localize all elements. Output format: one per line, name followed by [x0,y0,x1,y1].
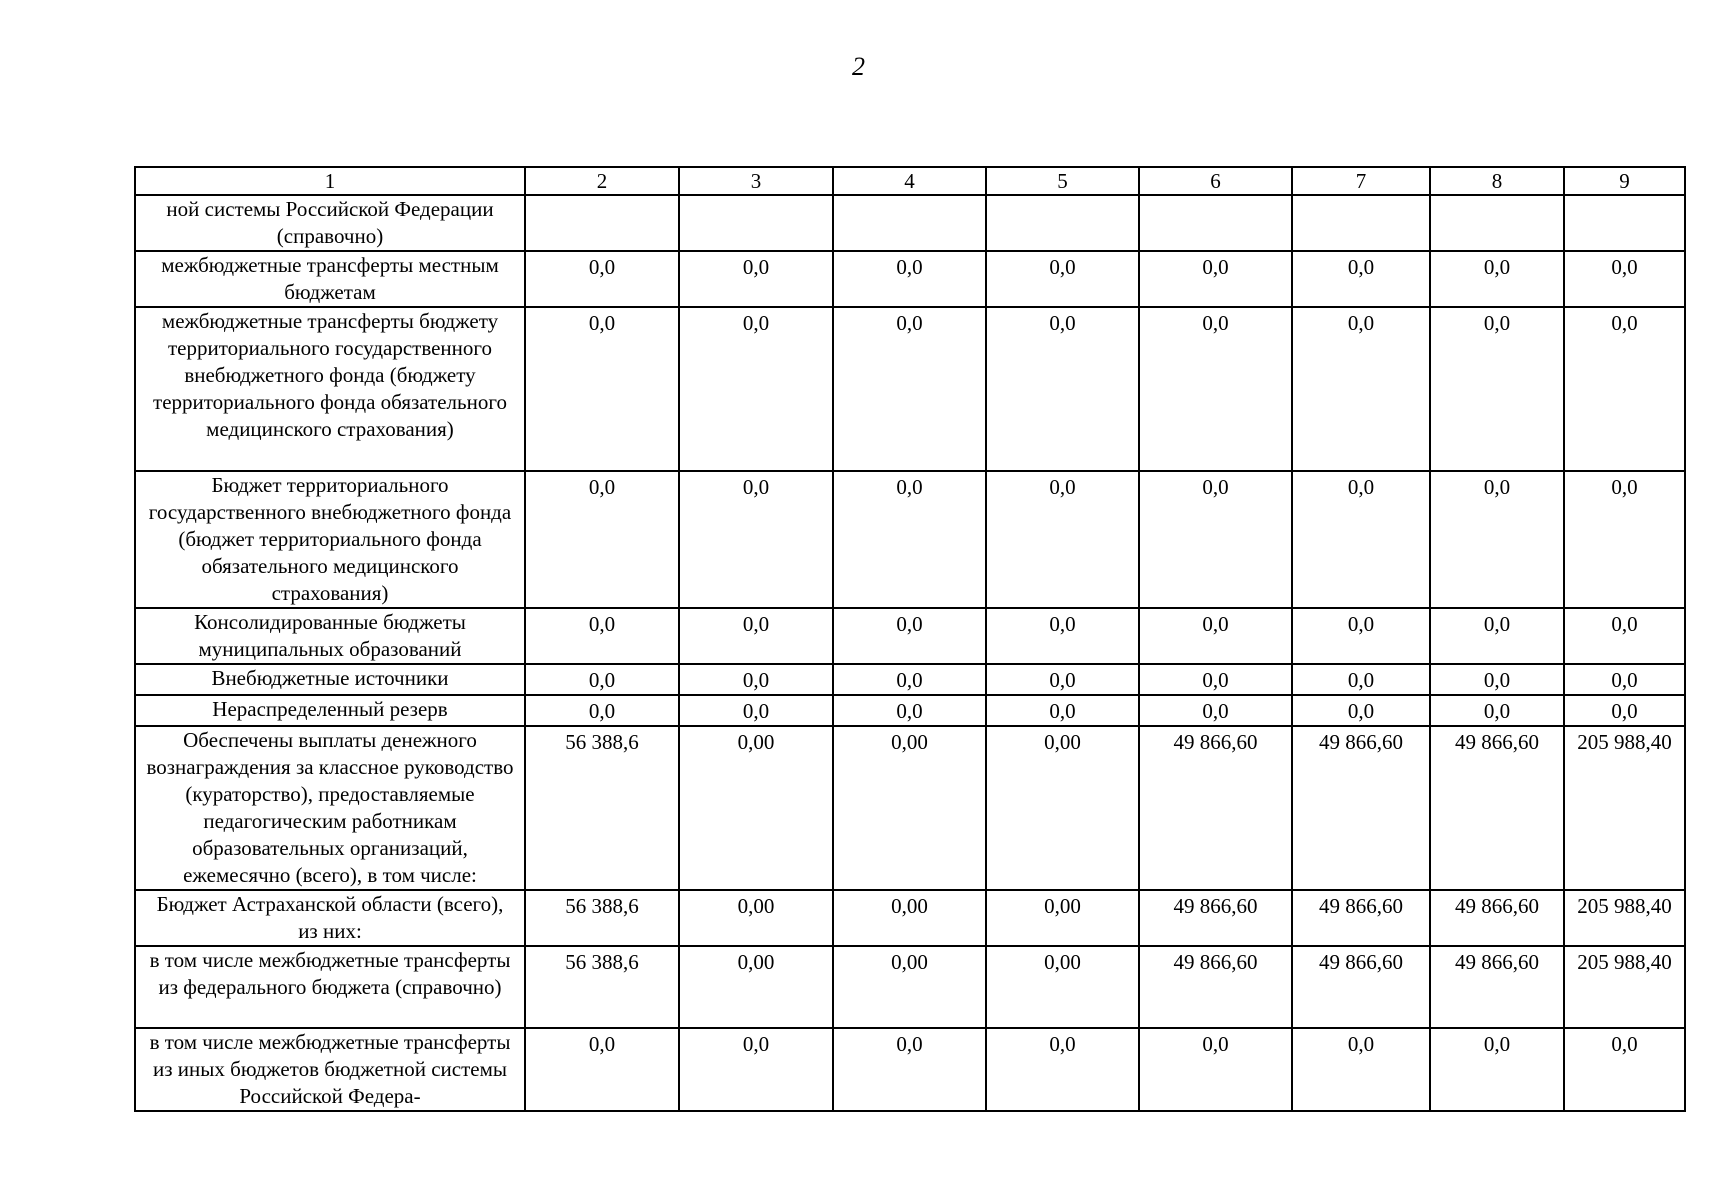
cell-value: 0,0 [1430,251,1564,307]
cell-value: 49 866,60 [1139,946,1292,1028]
cell-value: 0,0 [1430,471,1564,608]
cell-value: 0,0 [679,307,833,471]
cell-value: 205 988,40 [1564,890,1685,946]
column-header: 5 [986,167,1139,195]
cell-value: 0,0 [1292,307,1430,471]
cell-value [986,195,1139,251]
cell-value: 56 388,6 [525,726,679,890]
cell-value: 0,0 [1564,608,1685,664]
cell-value: 0,0 [1430,307,1564,471]
header-row [135,167,1685,195]
cell-value: 0,0 [1430,695,1564,726]
cell-value: 49 866,60 [1292,890,1430,946]
cell-value: 0,0 [1139,251,1292,307]
cell-value: 0,00 [986,946,1139,1028]
cell-value [1292,195,1430,251]
cell-value: 0,0 [1292,1028,1430,1111]
cell-value: 0,0 [679,608,833,664]
cell-value: 56 388,6 [525,890,679,946]
row-label: в том числе межбюджетные трансферты из федерального бюджета (справочно) [135,946,525,1028]
cell-value: 0,0 [986,608,1139,664]
cell-value: 0,00 [679,726,833,890]
column-header: 7 [1292,167,1430,195]
cell-value: 0,0 [1292,695,1430,726]
cell-value [1430,195,1564,251]
cell-value: 0,0 [833,307,986,471]
cell-value: 0,0 [986,664,1139,695]
row-label: Консолидированные бюджеты муниципальных образований [135,608,525,664]
cell-value: 0,0 [525,251,679,307]
table-row [135,307,1685,471]
row-label: Обеспечены выплаты денежного вознаграждения за классное руководство (кураторство), предоставляемые педагогическим работникам образовательных организаций, ежемесячно (всего), в том числе: [135,726,525,890]
cell-value: 0,0 [1292,608,1430,664]
cell-value [833,195,986,251]
cell-value: 0,00 [833,946,986,1028]
cell-value: 0,0 [1564,1028,1685,1111]
column-header: 3 [679,167,833,195]
row-label: межбюджетные трансферты местным бюджетам [135,251,525,307]
table-row [135,664,1685,695]
cell-value: 205 988,40 [1564,726,1685,890]
cell-value: 0,0 [679,664,833,695]
cell-value: 0,0 [986,251,1139,307]
cell-value: 0,0 [525,307,679,471]
cell-value: 0,0 [986,307,1139,471]
row-label: Нераспределенный резерв [135,695,525,726]
table-row [135,608,1685,664]
row-label: Бюджет территориального государственного внебюджетного фонда (бюджет территориального фонда обязательного медицинского страхования) [135,471,525,608]
cell-value [525,195,679,251]
cell-value: 0,0 [1564,664,1685,695]
column-header: 1 [135,167,525,195]
cell-value: 0,0 [833,1028,986,1111]
cell-value: 0,00 [833,726,986,890]
cell-value: 0,00 [986,890,1139,946]
row-label: Бюджет Астраханской области (всего), из них: [135,890,525,946]
cell-value: 0,00 [679,946,833,1028]
column-header: 4 [833,167,986,195]
cell-value: 0,0 [1564,471,1685,608]
column-header: 8 [1430,167,1564,195]
cell-value: 0,0 [679,251,833,307]
cell-value: 0,0 [833,664,986,695]
cell-value: 0,0 [525,664,679,695]
cell-value: 0,0 [1292,251,1430,307]
cell-value [1564,195,1685,251]
cell-value: 205 988,40 [1564,946,1685,1028]
table-row [135,726,1685,890]
cell-value: 0,0 [1564,251,1685,307]
cell-value: 0,0 [986,1028,1139,1111]
cell-value: 0,0 [1139,695,1292,726]
table-row [135,471,1685,608]
cell-value: 49 866,60 [1139,890,1292,946]
row-label: межбюджетные трансферты бюджету территориального государственного внебюджетного фонда (бюджету территориального фонда обязательного медицинского страхования) [135,307,525,471]
cell-value: 0,0 [679,695,833,726]
cell-value: 0,0 [1430,664,1564,695]
cell-value: 0,0 [1292,471,1430,608]
cell-value: 0,0 [1139,1028,1292,1111]
table-row [135,195,1685,251]
cell-value: 56 388,6 [525,946,679,1028]
cell-value: 0,00 [833,890,986,946]
cell-value: 0,0 [1292,664,1430,695]
cell-value: 49 866,60 [1430,946,1564,1028]
budget-table [134,166,1686,1112]
table-row [135,946,1685,1028]
cell-value: 49 866,60 [1430,890,1564,946]
cell-value: 0,0 [1564,695,1685,726]
cell-value: 49 866,60 [1430,726,1564,890]
cell-value: 0,0 [1139,608,1292,664]
cell-value: 0,00 [679,890,833,946]
cell-value: 0,0 [833,471,986,608]
cell-value: 0,0 [986,695,1139,726]
cell-value: 0,0 [679,1028,833,1111]
cell-value: 0,0 [833,695,986,726]
page-number: 2 [852,52,865,81]
cell-value: 0,0 [1430,608,1564,664]
cell-value: 0,0 [525,1028,679,1111]
column-header: 6 [1139,167,1292,195]
cell-value: 0,0 [525,695,679,726]
cell-value: 0,0 [525,471,679,608]
table-row [135,251,1685,307]
cell-value: 0,0 [1139,307,1292,471]
cell-value: 49 866,60 [1292,946,1430,1028]
row-label: в том числе межбюджетные трансферты из иных бюджетов бюджетной системы Российской Федера- [135,1028,525,1111]
column-header: 9 [1564,167,1685,195]
cell-value: 0,0 [833,608,986,664]
cell-value: 0,0 [525,608,679,664]
cell-value: 0,0 [986,471,1139,608]
table-row [135,1028,1685,1111]
cell-value: 0,0 [1139,471,1292,608]
cell-value: 0,0 [1430,1028,1564,1111]
cell-value [679,195,833,251]
table-row [135,695,1685,726]
cell-value: 0,0 [1564,307,1685,471]
cell-value [1139,195,1292,251]
cell-value: 49 866,60 [1292,726,1430,890]
cell-value: 0,00 [986,726,1139,890]
row-label: ной системы Российской Федерации (справочно) [135,195,525,251]
cell-value: 0,0 [833,251,986,307]
row-label: Внебюджетные источники [135,664,525,695]
cell-value: 0,0 [1139,664,1292,695]
cell-value: 0,0 [679,471,833,608]
column-header: 2 [525,167,679,195]
table-row [135,890,1685,946]
cell-value: 49 866,60 [1139,726,1292,890]
